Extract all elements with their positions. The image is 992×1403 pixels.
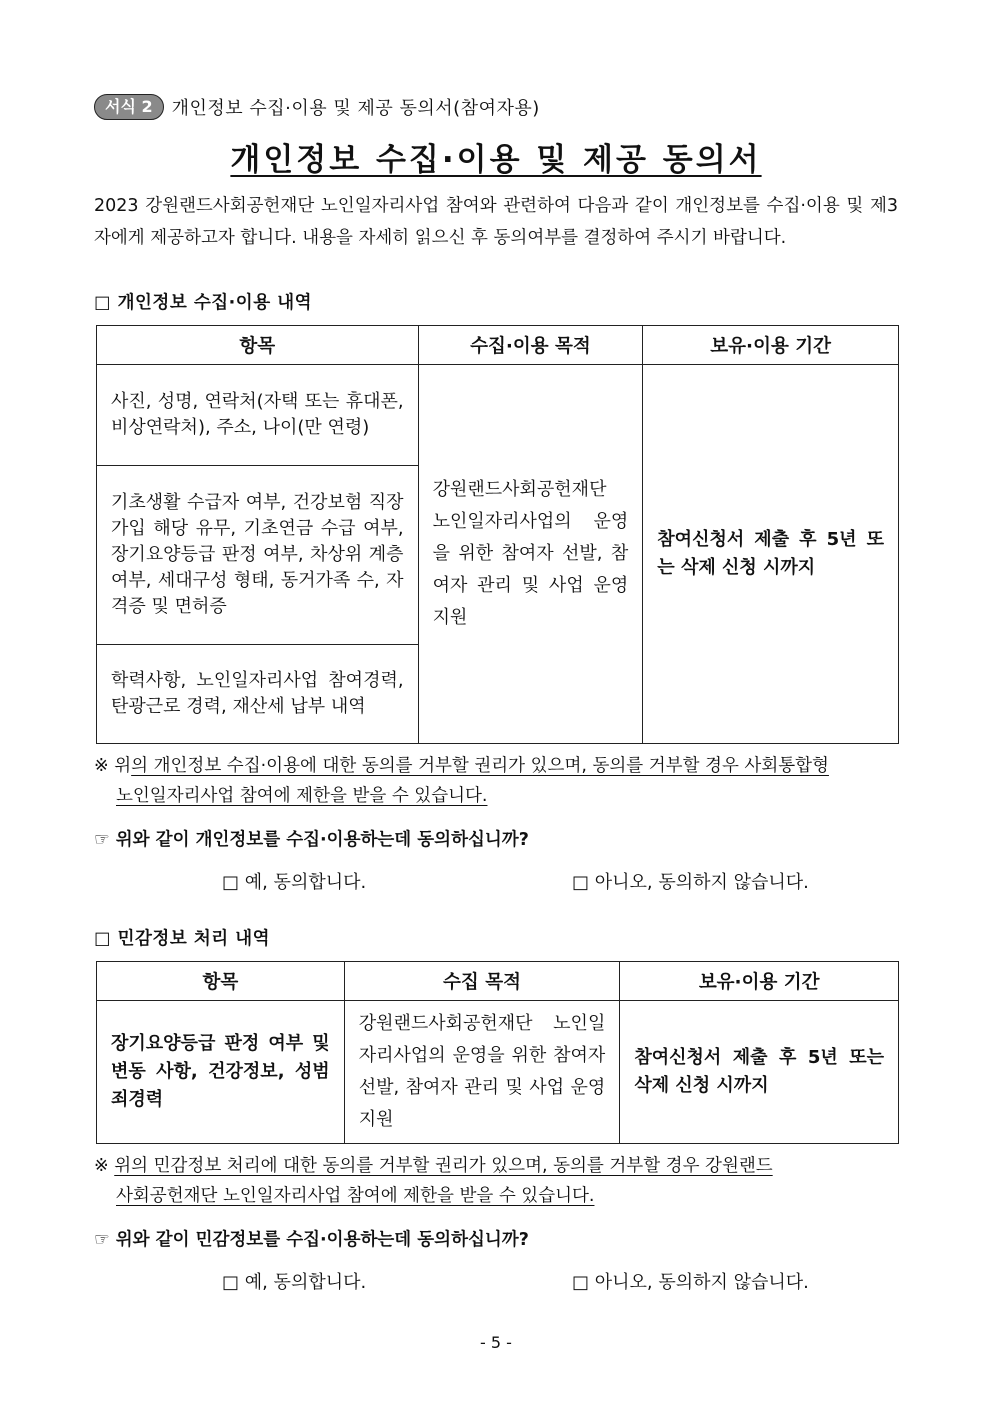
form-label-badge: 서식 2 (94, 94, 164, 120)
intro-paragraph: 2023 강원랜드사회공헌재단 노인일자리사업 참여와 관련하여 다음과 같이 개인정보를 수집·이용 및 제3자에게 제공하고자 합니다. 내용을 자세히 읽으신 후 동의여부를 결정하여 주시기 바랍니다. (94, 196, 898, 248)
header-item: 항목 (97, 326, 419, 365)
header-period: 보유·이용 기간 (643, 326, 899, 365)
sensitive-period-cell: 참여신청서 제출 후 5년 또는 삭제 신청 시까지 (620, 1001, 899, 1144)
section1-question: ☞ 위와 같이 개인정보를 수집·이용하는데 동의하십니까? (94, 830, 529, 850)
section2-note: ※ 위의 민감정보 처리에 대한 동의를 거부할 권리가 있으며, 동의를 거부할 경우 강원랜드 사회공헌재단 노인일자리사업 참여에 제한을 받을 수 있습니다. (94, 1156, 773, 1206)
section2-question: ☞ 위와 같이 민감정보를 수집·이용하는데 동의하십니까? (94, 1230, 529, 1250)
header-purpose: 수집·이용 목적 (418, 326, 643, 365)
sensitive-info-table (96, 961, 899, 1144)
section1-title: □ 개인정보 수집·이용 내역 (94, 293, 313, 313)
section2-no-checkbox[interactable]: □ 아니오, 동의하지 않습니다. (572, 1272, 809, 1293)
header-purpose: 수집 목적 (344, 962, 620, 1001)
section2-title: □ 민감정보 처리 내역 (94, 929, 271, 949)
purpose-cell: 강원랜드사회공헌재단 노인일자리사업의 운영을 위한 참여자 선발, 참여자 관리 및 사업 운영 지원 (418, 365, 643, 744)
table-row (97, 365, 899, 466)
section1-note: ※ 위의 개인정보 수집·이용에 대한 동의를 거부할 권리가 있으며, 동의를 거부할 경우 사회통합형 노인일자리사업 참여에 제한을 받을 수 있습니다. (94, 756, 829, 806)
form-header (94, 94, 540, 120)
personal-info-table (96, 325, 899, 744)
section1-no-checkbox[interactable]: □ 아니오, 동의하지 않습니다. (572, 872, 809, 893)
section1-yes-checkbox[interactable]: □ 예, 동의합니다. (222, 872, 367, 893)
period-cell: 참여신청서 제출 후 5년 또는 삭제 신청 시까지 (643, 365, 899, 744)
table-row (97, 1001, 899, 1144)
header-item: 항목 (97, 962, 345, 1001)
table-header-row (97, 326, 899, 365)
sensitive-item-cell: 장기요양등급 판정 여부 및 변동 사항, 건강정보, 성범죄경력 (97, 1001, 345, 1144)
item-cell-2: 기초생활 수급자 여부, 건강보험 직장가입 해당 유무, 기초연금 수급 여부, 장기요양등급 판정 여부, 차상위 계층 여부, 세대구성 형태, 동거가족 수, 자격증 및 면허증 (97, 466, 419, 645)
table-header-row (97, 962, 899, 1001)
header-period: 보유·이용 기간 (620, 962, 899, 1001)
sensitive-purpose-cell: 강원랜드사회공헌재단 노인일자리사업의 운영을 위한 참여자 선발, 참여자 관리 및 사업 운영 지원 (344, 1001, 620, 1144)
item-cell-3: 학력사항, 노인일자리사업 참여경력, 탄광근로 경력, 재산세 납부 내역 (97, 645, 419, 744)
page-number: - 5 - (480, 1333, 512, 1352)
section2-yes-checkbox[interactable]: □ 예, 동의합니다. (222, 1272, 367, 1293)
form-header-text: 개인정보 수집·이용 및 제공 동의서(참여자용) (171, 98, 540, 119)
item-cell-1: 사진, 성명, 연락처(자택 또는 휴대폰, 비상연락처), 주소, 나이(만 연령) (97, 365, 419, 466)
page-title: 개인정보 수집·이용 및 제공 동의서 (230, 142, 762, 178)
